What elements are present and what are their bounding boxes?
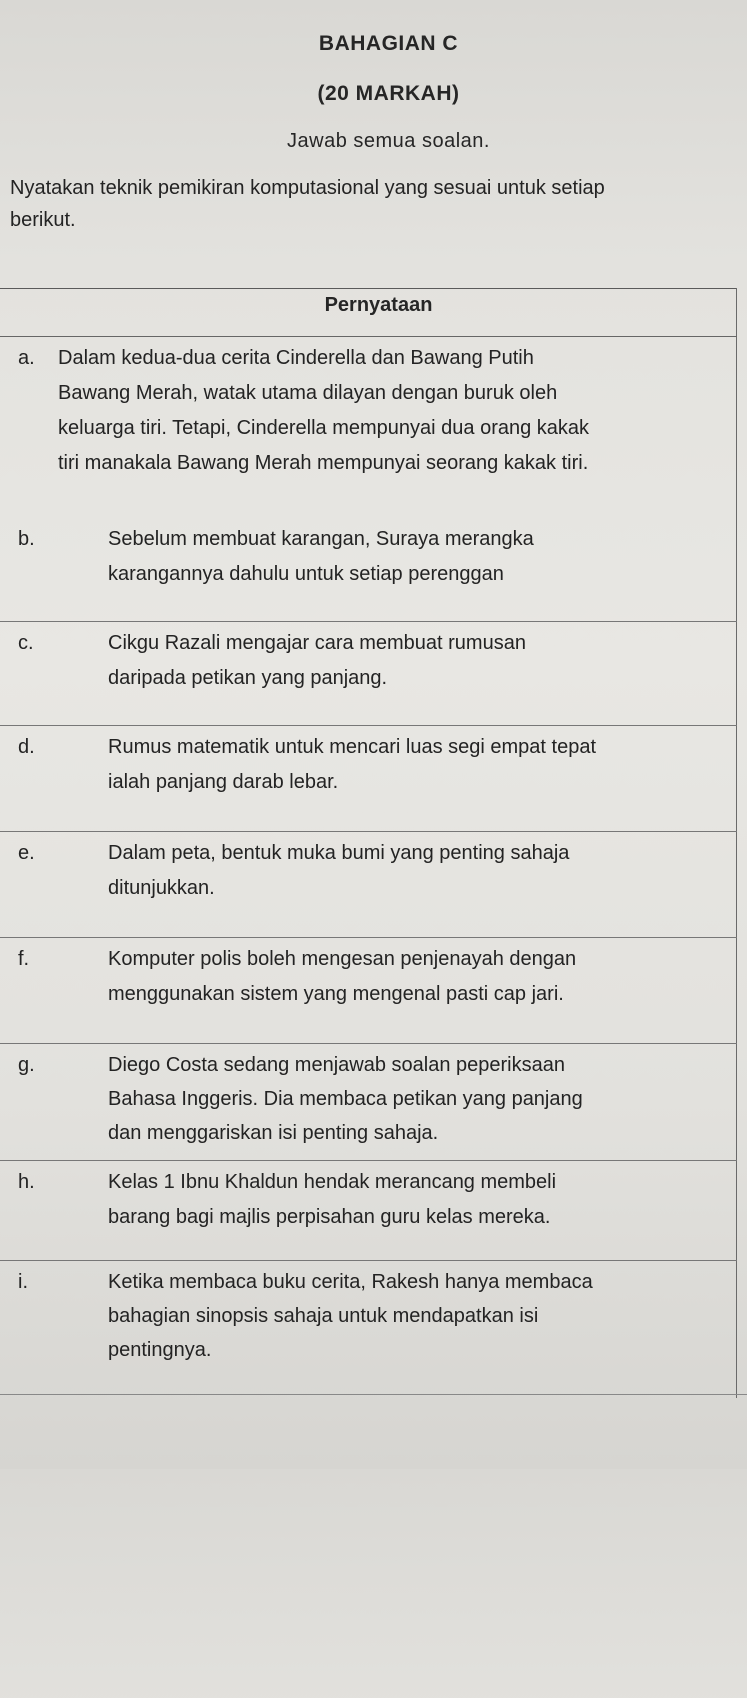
row-letter: h. [18,1171,35,1193]
table-top-border [0,288,737,289]
statement-line: Diego Costa sedang menjawab soalan peperiksaan [108,1054,565,1076]
section-marks: (20 MARKAH) [317,82,460,105]
row-statement [108,626,526,696]
row-letter: b. [18,528,35,550]
statement-line: Cikgu Razali mengajar cara membuat rumusan [108,632,526,654]
row-letter: i. [18,1271,28,1293]
section-title: BAHAGIAN C [318,32,459,55]
statement-line: Komputer polis boleh mengesan penjenayah dengan [108,948,577,970]
column-header-pernyataan: Pernyataan [324,294,433,316]
statement-line: Rumus matematik untuk mencari luas segi empat tepat [108,736,596,758]
table-row-e [0,831,737,938]
statement-line: Sebelum membuat karangan, Suraya merangka [108,528,534,550]
statement-line: keluarga tiri. Tetapi, Cinderella mempunyai dua orang kakak [58,417,590,439]
table-row-g [0,1043,737,1161]
statement-line: daripada petikan yang panjang. [108,667,388,689]
row-letter: g. [18,1054,35,1076]
row-statement [108,942,576,1012]
statement-line: tiri manakala Bawang Merah mempunyai seorang kakak tiri. [58,452,589,474]
row-statement [108,836,569,906]
statement-line: Dalam kedua-dua cerita Cinderella dan Bawang Putih [58,347,534,369]
row-statement [108,1165,556,1235]
table-row-c [0,621,737,726]
statement-line: barang bagi majlis perpisahan guru kelas mereka. [108,1206,551,1228]
statement-line: pentingnya. [108,1339,212,1361]
table-row-h [0,1160,737,1261]
statement-line: menggunakan sistem yang mengenal pasti cap jari. [108,983,564,1005]
statement-line: Kelas 1 Ibnu Khaldun hendak merancang membeli [108,1171,557,1193]
table-row-d [0,725,737,832]
row-letter: f. [18,948,30,970]
statement-line: Bahasa Inggeris. Dia membaca petikan yang panjang [108,1088,583,1110]
table-row-b [0,518,737,624]
statement-line: bahagian sinopsis sahaja untuk mendapatkan isi [108,1305,539,1327]
statement-table [0,288,737,1698]
question-text [10,172,747,236]
table-row-a [0,336,737,495]
statement-line: ialah panjang darab lebar. [108,771,339,793]
row-letter: c. [18,632,34,654]
row-statement [108,1265,593,1367]
table-row-f [0,937,737,1044]
section-instruction: Jawab semua soalan. [287,130,490,152]
row-letter: a. [18,347,35,369]
statement-line: dan menggariskan isi penting sahaja. [108,1122,439,1144]
row-statement [108,730,596,800]
question-line: berikut. [10,209,76,231]
row-statement [108,522,534,592]
statement-line: Bawang Merah, watak utama dilayan dengan buruk oleh [58,382,558,404]
question-line: Nyatakan teknik pemikiran komputasional yang sesuai untuk setiap [10,177,605,199]
row-letter: e. [18,842,35,864]
statement-line: Ketika membaca buku cerita, Rakesh hanya membaca [108,1271,593,1293]
row-letter: d. [18,736,35,758]
statement-line: karangannya dahulu untuk setiap perenggan [108,563,504,585]
statement-line: Dalam peta, bentuk muka bumi yang penting sahaja [108,842,570,864]
table-row-i [0,1260,737,1395]
row-statement [108,1048,583,1150]
row-statement [58,341,589,481]
table-bottom-border [0,1394,747,1395]
statement-line: ditunjukkan. [108,877,215,899]
